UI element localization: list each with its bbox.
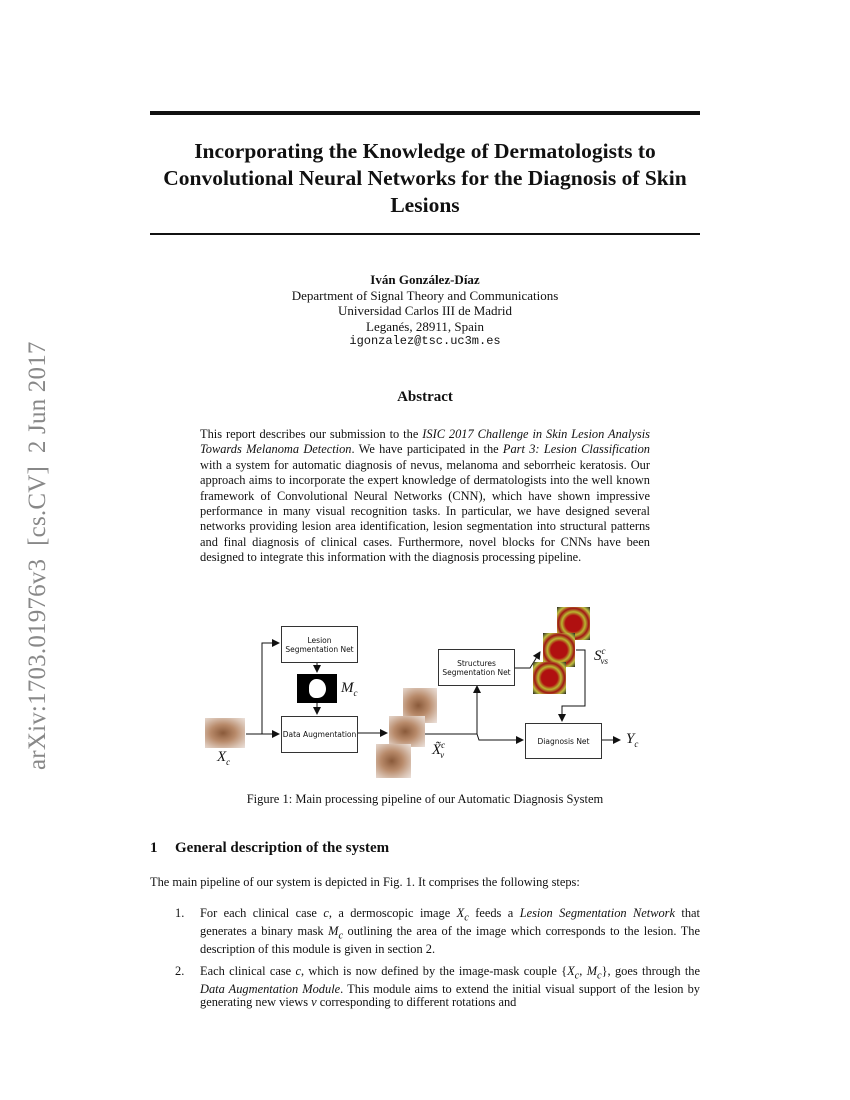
- author-city: Leganés, 28911, Spain: [366, 318, 484, 334]
- author-block: [150, 272, 700, 350]
- list-item: [175, 965, 700, 1010]
- section-heading: [150, 840, 389, 857]
- section-title: General description of the system: [175, 840, 390, 856]
- author-email[interactable]: igonzalez@tsc.uc3m.es: [349, 334, 501, 348]
- author-name: Iván González-Díaz: [370, 272, 480, 287]
- abstract-segment: . We have participated in the: [351, 442, 503, 457]
- paper-title: Incorporating the Knowledge of Dermatologists to Convolutional Neural Networks for the Diagnosis of Skin Lesions: [163, 139, 687, 217]
- abstract-text: [200, 427, 650, 566]
- abstract-segment: This report describes our submission to the: [200, 427, 423, 441]
- steps-list: [175, 907, 700, 1018]
- binary-mask-image: [297, 674, 337, 703]
- data-augmentation-box: Data Augmentation: [281, 716, 358, 753]
- figure-caption: Figure 1: Main processing pipeline of our Automatic Diagnosis System: [246, 792, 604, 806]
- list-item: [175, 907, 700, 957]
- list-number: 2.: [175, 963, 185, 978]
- augmented-view-image: [403, 688, 437, 723]
- lesion-segmentation-net-box: Lesion Segmentation Net: [281, 626, 358, 663]
- label-svs: $S^c_{vs}$: [594, 646, 608, 666]
- author-univ: Universidad Carlos III de Madrid: [337, 303, 512, 318]
- label-mc: $M_c$: [341, 680, 358, 698]
- label-xc: $X_c$: [217, 749, 231, 767]
- list-text: For each clinical case c, a dermoscopic image $X_c$ feeds a Lesion Segmentation Network that generates a binary mask $M_c$ outlining the area of the image which corresponds to the lesion. The description of this module is given in section 2.: [200, 906, 700, 957]
- abstract-heading: Abstract: [397, 389, 453, 405]
- arxiv-stamp: arXiv:1703.01976v3 [cs.CV] 2 Jun 2017: [24, 341, 51, 770]
- list-text: Each clinical case c, which is now defined by the image-mask couple {$X_c$, $M_c$}, goes through the Data Augmentation Module. This module aims to extend the initial visual support of the lesion by generating new views v corresponding to different rotations and: [200, 963, 701, 1010]
- diagnosis-net-box: Diagnosis Net: [525, 723, 602, 759]
- title-rule-top: [150, 111, 700, 115]
- structure-map-image: [533, 662, 566, 694]
- input-lesion-image: [205, 718, 245, 748]
- structure-map-image: [543, 633, 575, 667]
- author-dept: Department of Signal Theory and Communications: [291, 287, 559, 303]
- label-yc: $Y_c$: [626, 731, 639, 749]
- section-number: 1: [150, 840, 158, 856]
- abstract-segment: with a system for automatic diagnosis of nevus, melanoma and seborrheic keratosis. Our approach aims to incorporate the expert knowledge of dermatologists into the well known framework of Convolutional Neural Networks (CNN), which have shown impressive performance in many visual recognition tasks. In particular, we have designed several networks providing lesion area identification, lesion segmentation into structural patterns and final diagnosis of clinical cases. Furthermore, novel blocks for CNNs have been designed to integrate this information with the diagnosis processing pipeline.: [200, 457, 650, 565]
- structures-segmentation-net-box: Structures Segmentation Net: [438, 649, 515, 686]
- structure-map-image: [557, 607, 590, 640]
- augmented-view-image: [389, 716, 425, 747]
- intro-paragraph: The main pipeline of our system is depicted in Fig. 1. It comprises the following steps:: [150, 875, 580, 889]
- label-xv: X̃$^c_v$: [432, 740, 446, 760]
- abstract-segment: Part 3: Lesion Classification: [502, 442, 651, 457]
- title-rule-bottom: [150, 233, 700, 235]
- abstract-segment: ISIC 2017 Challenge in Skin Lesion Analysis Towards Melanoma Detection: [200, 427, 650, 457]
- list-number: 1.: [175, 906, 185, 920]
- augmented-view-image: [376, 744, 411, 778]
